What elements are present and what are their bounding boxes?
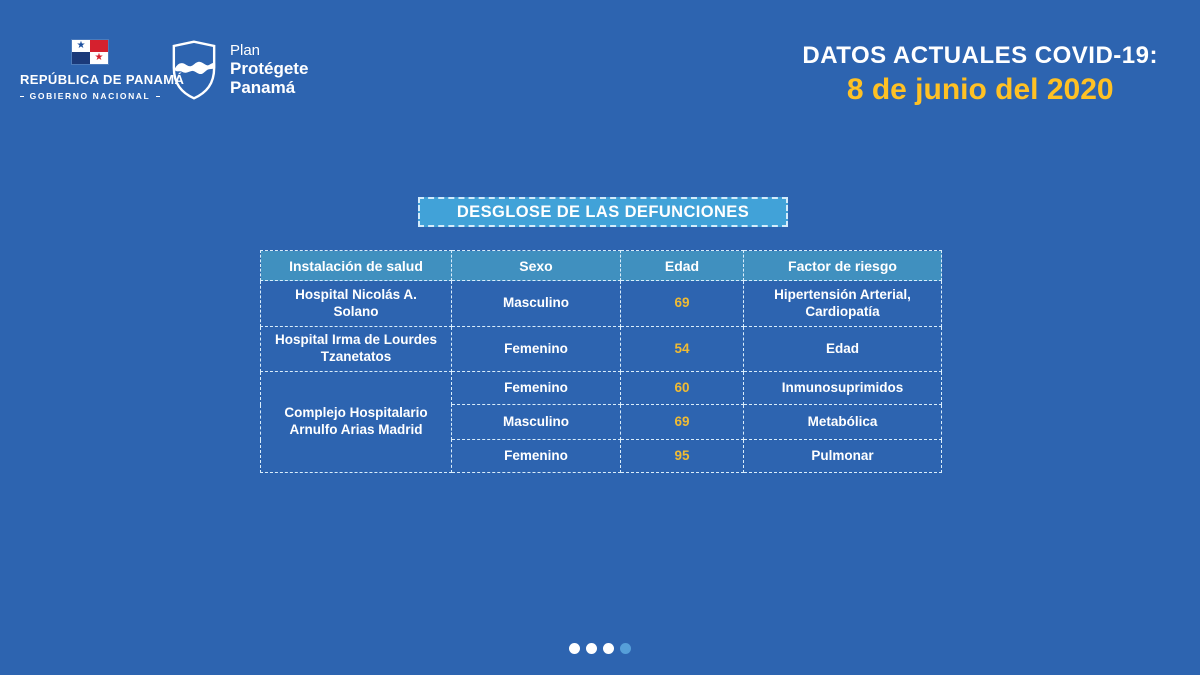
pagination-dot-1[interactable]	[569, 643, 580, 654]
facility-cell: Hospital Nicolás A. Solano	[261, 281, 452, 327]
watermark-shield-right	[1130, 252, 1200, 562]
flag-red-quadrant	[90, 40, 108, 52]
header-title: DATOS ACTUALES COVID-19:	[802, 42, 1158, 69]
plan-logo-text	[230, 43, 308, 98]
plan-word: Plan	[230, 41, 261, 59]
plan-protegete-logo	[170, 38, 308, 102]
flag-blue-quadrant	[72, 52, 90, 64]
factor-cell: Pulmonar	[744, 440, 942, 473]
edad-cell: 95	[621, 440, 744, 473]
republic-title: REPÚBLICA DE PANAMÁ	[20, 72, 185, 87]
pagination-dot-4-active[interactable]	[620, 643, 631, 654]
sexo-cell: Femenino	[452, 372, 621, 405]
defunciones-table	[260, 250, 942, 473]
factor-cell: Inmunosuprimidos	[744, 372, 942, 405]
col-header-edad: Edad	[621, 251, 744, 281]
section-title-badge: DESGLOSE DE LAS DEFUNCIONES	[418, 197, 788, 227]
flag-red-star: ★	[90, 52, 108, 64]
facility-cell: Hospital Irma de Lourdes Tzanetatos	[261, 327, 452, 372]
table-row	[261, 372, 942, 405]
pagination-dot-3[interactable]	[603, 643, 614, 654]
edad-cell: 69	[621, 281, 744, 327]
watermark-shield-top	[460, 0, 740, 115]
watermark-shield-left	[0, 238, 70, 533]
edad-cell: 69	[621, 405, 744, 440]
pagination-dot-2[interactable]	[586, 643, 597, 654]
government-subtitle-text: GOBIERNO NACIONAL	[29, 91, 151, 101]
sexo-cell: Femenino	[452, 327, 621, 372]
col-header-instalacion: Instalación de salud	[261, 251, 452, 281]
edad-cell: 60	[621, 372, 744, 405]
sexo-cell: Masculino	[452, 281, 621, 327]
protegete-word: Protégete	[230, 59, 309, 79]
col-header-sexo: Sexo	[452, 251, 621, 281]
flag-blue-star: ★	[72, 40, 90, 52]
factor-cell: Metabólica	[744, 405, 942, 440]
table-row	[261, 281, 942, 327]
pagination-dots	[0, 643, 1200, 654]
header-datos	[802, 42, 1158, 107]
sexo-cell: Femenino	[452, 440, 621, 473]
dash-left	[20, 96, 24, 97]
header-date: 8 de junio del 2020	[846, 73, 1114, 106]
panama-flag-icon	[72, 40, 108, 64]
government-logo	[20, 40, 185, 101]
table-row	[261, 327, 942, 372]
dash-right	[156, 96, 160, 97]
sexo-cell: Masculino	[452, 405, 621, 440]
government-subtitle	[20, 91, 160, 101]
factor-cell: Hipertensión Arterial, Cardiopatía	[744, 281, 942, 327]
defunciones-table-wrap	[260, 250, 942, 473]
facility-cell: Complejo Hospitalario Arnulfo Arias Madrid	[261, 372, 452, 473]
panama-word: Panamá	[230, 78, 296, 98]
edad-cell: 54	[621, 327, 744, 372]
factor-cell: Edad	[744, 327, 942, 372]
shield-icon	[170, 38, 218, 102]
table-header-row	[261, 251, 942, 281]
col-header-factor: Factor de riesgo	[744, 251, 942, 281]
